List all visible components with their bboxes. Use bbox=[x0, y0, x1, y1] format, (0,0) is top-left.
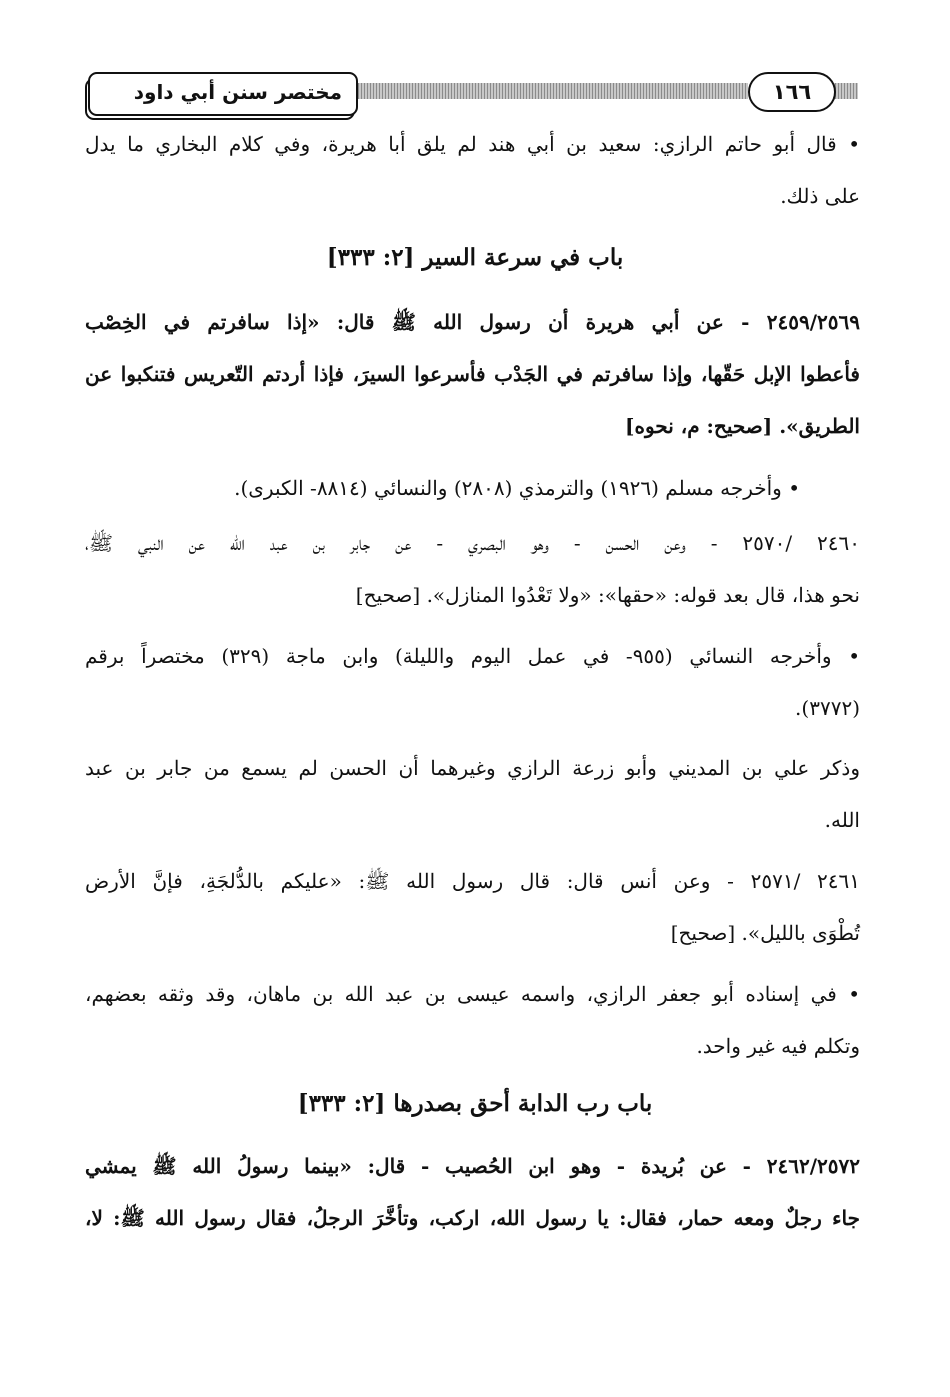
note-paragraph bbox=[85, 462, 860, 514]
text-line: وتكلم فيه غير واحد. bbox=[696, 1034, 860, 1058]
page-number: ١٦٦ bbox=[748, 72, 836, 112]
note-paragraph bbox=[85, 968, 860, 1072]
text-line: فأعطوا الإبل حَقّها، وإذا سافرتم في الجَدْب فأسرعوا السيرَ، فإذا أردتم التّعريس فتنكبوا عن bbox=[85, 362, 860, 386]
page-header bbox=[88, 72, 858, 122]
note-paragraph bbox=[85, 742, 860, 846]
text-line: وذكر علي بن المديني وأبو زرعة الرازي وغيرهما أن الحسن لم يسمع من جابر بن عبد bbox=[85, 756, 860, 780]
text-line: ٢٤٥٩/٢٥٦٩ - عن أبي هريرة أن رسول الله ﷺ قال: «إذا سافرتم في الخِصْب bbox=[85, 310, 860, 334]
text-line: • قال أبو حاتم الرازي: سعيد بن أبي هند لم يلق أبا هريرة، وفي كلام البخاري ما يدل bbox=[85, 132, 860, 156]
note-paragraph bbox=[85, 630, 860, 734]
text-line: • وأخرجه مسلم (١٩٢٦) والترمذي (٢٨٠٨) والنسائي (٨٨١٤- الكبرى). bbox=[234, 476, 800, 500]
hadith-paragraph bbox=[85, 855, 860, 959]
text-line: تُطْوَى بالليل». [صحيح] bbox=[670, 921, 860, 945]
text-line: • وأخرجه النسائي (٩٥٥- في عمل اليوم والليلة) وابن ماجة (٣٢٩) مختصراً برقم bbox=[85, 644, 860, 668]
chapter-heading: باب رب الدابة أحق بصدرها [٢: ٣٣٣] bbox=[297, 1090, 653, 1117]
text-line: الله. bbox=[824, 808, 860, 832]
text-line: • في إسناده أبو جعفر الرازي، واسمه عيسى بن عبد الله بن ماهان، وقد وثقه بعضهم، bbox=[85, 982, 860, 1006]
text-line: الطريق». [صحيح: م، نحوه] bbox=[625, 414, 860, 438]
hadith-paragraph bbox=[85, 1140, 860, 1244]
header-rule bbox=[358, 83, 748, 99]
book-title: مختصر سنن أبي داود bbox=[133, 80, 342, 104]
text-line: (٣٧٧٢). bbox=[795, 696, 860, 720]
text-line: ٢٤٦٢/٢٥٧٢ - عن بُريدة - وهو ابن الحُصيب - قال: «بينما رسولُ الله ﷺ يمشي bbox=[85, 1154, 860, 1178]
hadith-paragraph bbox=[85, 296, 860, 452]
text-line: على ذلك. bbox=[780, 184, 860, 208]
text-line: نحو هذا، قال بعد قوله: «حقها»: «ولا تَعْدُوا المنازل». [صحيح] bbox=[355, 583, 860, 607]
note-paragraph bbox=[85, 118, 860, 222]
text-line: جاء رجلٌ ومعه حمار، فقال: يا رسول الله، اركب، وتأخَّرَ الرجلُ، فقال رسول الله ﷺ: لا، bbox=[85, 1206, 860, 1230]
text-line: ٢٤٦٠ /٢٥٧٠ - وعن الحسن - وهو البصري - عن جابر بن عبد الله عن النبي ﷺ، bbox=[85, 531, 860, 555]
chapter-heading: باب في سرعة السير [٢: ٣٣٣] bbox=[326, 244, 624, 271]
hadith-paragraph bbox=[85, 517, 860, 621]
text-line: ٢٤٦١ /٢٥٧١ - وعن أنس قال: قال رسول الله ﷺ: «عليكم بالدُّلجَةِ، فإنَّ الأرض bbox=[85, 869, 860, 893]
book-title-frame bbox=[88, 72, 358, 116]
